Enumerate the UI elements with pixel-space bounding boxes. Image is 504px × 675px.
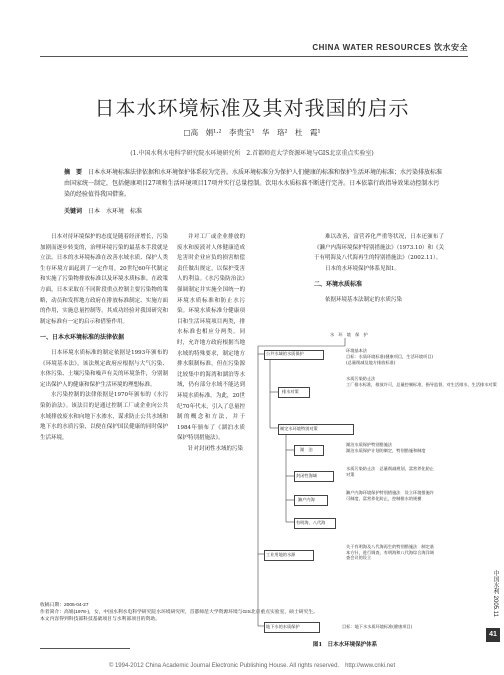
section-heading-2: 二、环境水质标准	[314, 281, 363, 289]
body-column-3	[314, 232, 444, 306]
received-date: 收稿日期：2005-04-27	[40, 603, 89, 608]
diagram-connectors	[250, 332, 440, 632]
figure-caption: 图1 日本水环境保护体系	[312, 642, 378, 648]
abstract-text: 日本水环境标准法律依据和水环境保护体系较为完善。水质环境标准分为保护人们健康的标准和保护生活环境的标准；水污染排放标准由国家统一制定，包括健康项目27项和生活环境项目17项并实行总量控制。饮用水水质标准不断进行完善。日本依靠行政指导效果动控制水污染的经验值得我国借鉴。	[64, 169, 443, 198]
body-column-2	[177, 232, 245, 454]
side-journal-label: 中国水利 2005.11	[492, 570, 498, 617]
diagram-label: 有明海，八代海	[296, 520, 326, 525]
paragraph: 日本对待环境保护的态度是随着经济增长，污染加剧而逐步转变的，治理环境污染的最基本手段就是立法。日本的水环境标准在改善水域水质、保护人类生存环境方面起到了一定作用，20世纪60年代制定和实施了污染物排放标准以及环境水质标准。在政策方面，日本采取在不同阶段重点控制主要污染物的策略，动员和发挥地方政府在排放标准制定、实施方面的作用，实施总量控制等。其成功经验对我国研究和制定标准有一定的启示和借鉴作用。	[40, 234, 168, 325]
diagram-label: 工厂排水标准，排放许可，总量控制标准，指导监督，对生活排水，生活排水对策	[346, 382, 497, 387]
paragraph: 依据环境基本法制定的水质污染	[325, 296, 403, 303]
diagram-label: 湖泊水质保护特别措施法	[346, 442, 393, 447]
abstract	[64, 167, 444, 200]
paragraph: 日本环境水质标准的制定依据是1993年颁布的《环境基本法》，该法规定政府应根据与大气污染、水体污染、土壤污染和噪声有关的环境条件，分别制定出保护人的健康和保护生活环境的理想标准。	[40, 349, 168, 388]
diagram-label: (总量削减及地方排放标准)	[346, 360, 396, 365]
diagram-label: 水质污染防止法	[346, 376, 376, 381]
article-title: 日本水环境标准及其对我国的启示	[94, 96, 410, 120]
diagram-label: 目标：地下水水质环境标准(健康项目)	[342, 624, 413, 629]
diagram-label: 环境基本法	[346, 348, 367, 353]
affiliation: (1.中国水利水电科学研究院水环境研究所 2.首都师范大学资源环境与GIS北京重点实验室)	[130, 150, 374, 157]
author-line: □高 娟¹·² 李贵宝¹ 华 珞² 杜 霞¹	[183, 128, 321, 137]
paragraph: 难以改善，富营养化严重等状况，日本还颁布了《濑户内海环境保护特别措施法》（1973.10）和《关于有明海及八代海再生的特别措施法》（2002.11）。	[314, 234, 444, 262]
paragraph: 针对封闭性水域的污染	[188, 445, 244, 452]
diagram-label: 湖 泊	[300, 447, 313, 452]
paragraph: 日本的水环境保护体系见图1。	[325, 265, 401, 272]
diagram-label: 濑户内海	[298, 497, 315, 502]
header-rule	[40, 56, 468, 57]
diagram-label: 公共水域的水质保护	[266, 351, 304, 356]
diagram-label: 濑户内海环境保护特别措施法 设立环境措施许可制度，富营养化防止，控制排水的规模	[346, 490, 434, 501]
body-column-1	[40, 232, 168, 443]
page-number: 41	[486, 628, 500, 642]
paragraph: 并对工厂或企业排放的废水和废液对人体健康造成危害时企业应负的损害赔偿责任做出规定，以保护受害人的利益。《水污染防治法》强调制定并实施全国统一的环境水质标准和防止水污染。环境水质标准分健康项目和生活环境项目两类，排水标准也相应分两类。同时，允许地方政府根据当地水域的特殊要求，制定地方排水限制标准，但在污染源比较集中的海湾和湖泊等水域，仍有部分水域不能达到环境水质标准。为此，20世纪70年代末，引入了总量控制的概念和方法，并于1984年颁布了《湖泊水质保护特别措施法》。	[177, 234, 245, 442]
diagram-label: 关于有明海及八代海再生的特别措施法 制定基本方针，进行调查，有明海和八代海综合海洋调查会议的设立	[346, 544, 434, 560]
diagram-label: 排水对策	[282, 389, 299, 394]
abstract-label: 摘 要	[64, 169, 83, 176]
keywords-label: 关键词	[64, 208, 83, 215]
diagram-label: 水质污染防止法 总量削减规划，富营养化防止对策	[346, 466, 434, 477]
diagram-label: 目标：水质环境标准(健康项目，生活环境项目)	[346, 354, 434, 359]
funding-note: 本文内容得到科技部科技基础项目与水利部项目的资助。	[40, 617, 160, 622]
footnote	[40, 602, 420, 623]
diagram-label: 封闭性海域	[296, 473, 317, 478]
section-heading-1: 一、日本水环境标准的法律依据	[40, 334, 125, 342]
footnote-rule	[40, 648, 130, 649]
diagram-label: 地下水的水质保护	[266, 624, 300, 629]
keywords-text: 日本 水环境 标准	[88, 208, 143, 215]
diagram-label: 制定水环境特别对策	[280, 426, 318, 431]
paragraph: 水污染控制的法律依据是1970年颁布的《水污染防治法》。该法目的是通过控制工厂或企业向公共水域排放废水和向地下水渗水，谋求防止公共水域和地下水的水质污染，以便在保护国民健康的同时保护生活环境，	[40, 392, 168, 441]
journal-name: CHINA WATER RESOURCES 饮水安全	[312, 43, 468, 52]
diagram-top-title: 水 环 境 保 护	[330, 332, 368, 337]
copyright-footer: © 1994-2012 China Academic Journal Electronic Publishing House. All rights reserved. http://www.cnki.net	[108, 663, 396, 669]
keywords	[64, 206, 444, 215]
diagram-label: 湖泊水质保护计划的制定，特别措施和制度	[346, 448, 426, 453]
diagram-label: 工业用地的水源	[266, 552, 296, 557]
author-bio: 作者简介：高娟(1978-)，女，中国水利水电科学研究院水环境研究所，首都师范大学资源环境与GIS北京重点实验室，硕士研究生。	[40, 610, 318, 615]
